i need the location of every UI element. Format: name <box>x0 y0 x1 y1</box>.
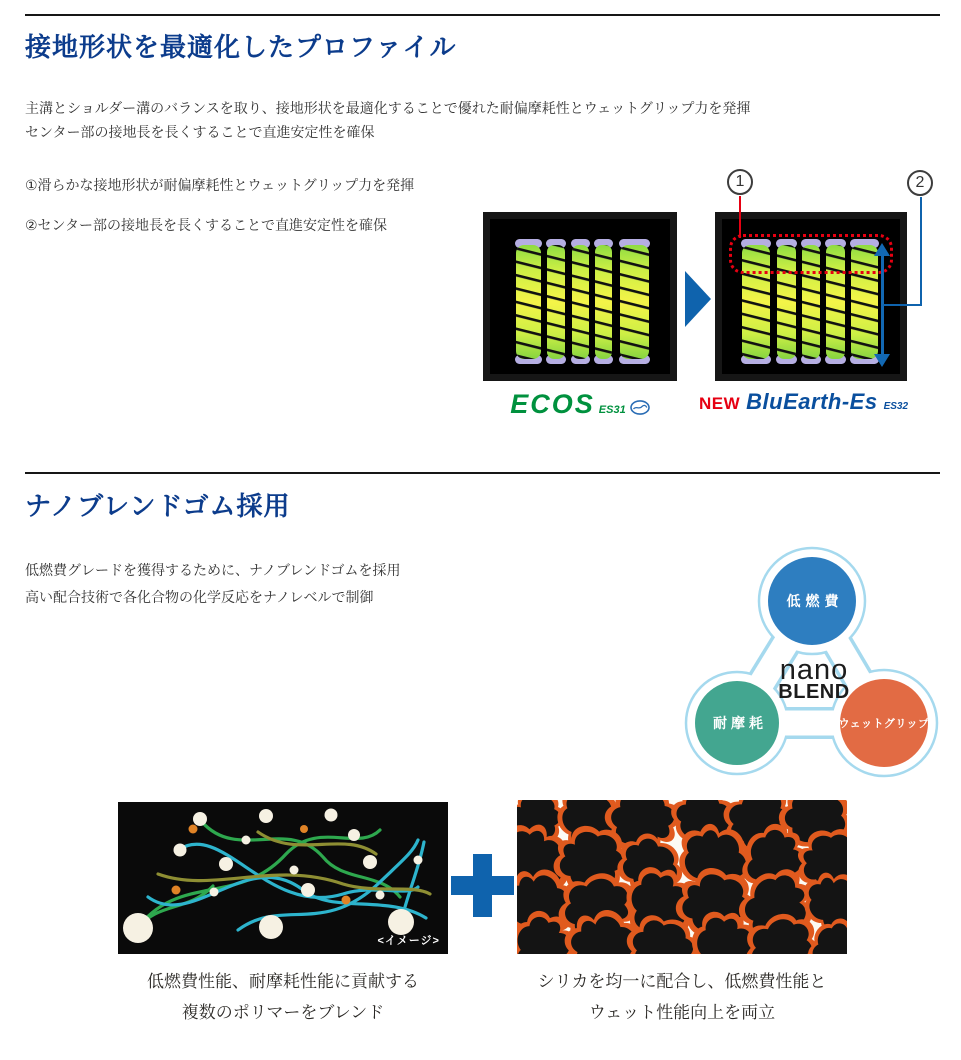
nanoblend-brand-top: nano <box>779 654 849 686</box>
plus-icon-bar <box>451 876 514 895</box>
section-title-nanoblend: ナノブレンドゴム採用 <box>25 491 291 521</box>
before-after-arrow-icon <box>685 271 711 327</box>
section-title-profile: 接地形状を最適化したプロファイル <box>25 32 457 62</box>
smooth-profile-dotted-outline <box>729 234 893 274</box>
nanoblend-intro-line1: 低燃費グレードを獲得するために、ナノブレンドゴムを採用 <box>25 562 401 578</box>
profile-point-1: ①滑らかな接地形状が耐偏摩耗性とウェットグリップ力を発揮 <box>25 177 415 193</box>
profile-intro <box>25 96 750 144</box>
node-fuel-label: 低燃費 <box>786 593 844 609</box>
section-divider-top <box>25 14 940 16</box>
callout-2-badge: 2 <box>907 170 933 196</box>
callout-2-connector-vline <box>920 197 922 305</box>
nanoblend-brand-bottom: BLEND <box>778 681 850 703</box>
tire-contact-image-ecos <box>483 212 677 381</box>
profile-intro-line2: センター部の接地長を長くすることで直進安定性を確保 <box>25 124 375 140</box>
bluearth-logo-name: BluEarth-Es <box>746 389 878 414</box>
contact-ribs-before <box>515 239 650 364</box>
polymer-blend-image <box>118 802 448 954</box>
nanoblend-intro-line2: 高い配合技術で各化合物の化学反応をナノレベルで制御 <box>25 589 374 605</box>
caption-silica-line1: シリカを均一に配合し、低燃費性能と <box>537 972 827 991</box>
ecos-logo <box>483 389 677 420</box>
callout-1-badge: 1 <box>727 169 753 195</box>
profile-point-2: ②センター部の接地長を長くすることで直進安定性を確保 <box>25 217 387 233</box>
caption-silica-line2: ウェット性能向上を両立 <box>588 1003 776 1022</box>
node-wet-label: ウェットグリップ <box>838 718 930 730</box>
caption-polymer <box>118 966 448 1028</box>
profile-intro-line1: 主溝とショルダー溝のバランスを取り、接地形状を最適化することで優れた耐偏摩耗性とウェットグリップ力を発揮 <box>25 100 751 116</box>
caption-polymer-line2: 複数のポリマーをブレンド <box>181 1003 385 1022</box>
new-label: NEW <box>699 394 741 413</box>
callout-2-connector-hline <box>883 304 922 306</box>
bluearth-logo-sub: ES32 <box>883 401 909 412</box>
image-note: <イメージ> <box>377 935 440 947</box>
node-wear-label: 耐摩耗 <box>713 715 767 731</box>
section-divider-middle <box>25 472 940 474</box>
nanoblend-intro <box>25 557 401 611</box>
ecos-logo-name: ECOS <box>510 389 595 419</box>
silica-dispersion-image <box>517 800 847 954</box>
nanoblend-diagram <box>680 542 942 778</box>
bluearth-logo <box>699 389 908 415</box>
callout-1-connector-line <box>739 196 741 238</box>
caption-polymer-line1: 低燃費性能、耐摩耗性能に貢献する <box>147 972 419 991</box>
contact-length-arrow-down-icon <box>874 354 890 367</box>
ecos-logo-sub: ES31 <box>598 404 626 416</box>
caption-silica <box>517 966 847 1028</box>
eco-badge-icon <box>630 400 650 415</box>
